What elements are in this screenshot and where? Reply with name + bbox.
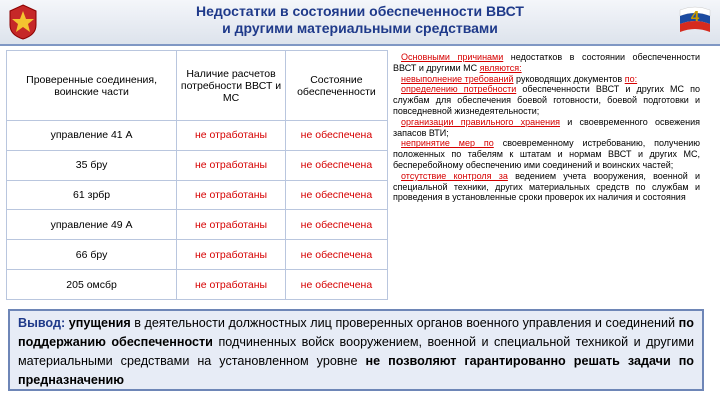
- unit-name: 35 бру: [7, 150, 177, 180]
- page-number: 4: [690, 8, 700, 25]
- unit-name: 66 бру: [7, 240, 177, 270]
- table-row: [7, 210, 388, 240]
- inspection-table: [6, 50, 388, 300]
- header-calculations: Наличие расчетов потребности ВВСТ и МС: [177, 51, 286, 121]
- conclusion-part-4: подчиненных войск вооружением, военной и специальной техникой и другими материальными средствами на установленном уровне: [18, 335, 695, 368]
- table-row: [7, 121, 388, 151]
- conclusion-part-2: в деятельности должностных лиц проверенных органов военного управления и соединений: [134, 316, 679, 330]
- cause-text: руководящих документов: [513, 73, 625, 84]
- page-title: [60, 3, 660, 37]
- cause-text: и своевременного освежения запасов ВТИ;: [393, 116, 701, 138]
- provision-status: не обеспечена: [285, 210, 387, 240]
- military-emblem-icon: [6, 3, 40, 41]
- table-row: [7, 270, 388, 300]
- calc-status: не отработаны: [177, 150, 286, 180]
- unit-name: 61 зрбр: [7, 180, 177, 210]
- calc-status: не отработаны: [177, 121, 286, 151]
- causes-intro-red2: являются:: [479, 62, 522, 73]
- unit-name: управление 49 А: [7, 210, 177, 240]
- calc-status: не отработаны: [177, 270, 286, 300]
- header-status: Состояние обеспеченности: [285, 51, 387, 121]
- cause-red: определению потребности: [401, 84, 517, 95]
- conclusion-part-5: не позволяют гарантированно решать задачи по предназначению: [18, 354, 694, 387]
- causes-text: [393, 52, 700, 292]
- table-row: [7, 180, 388, 210]
- causes-intro-text: недостатков в состоянии обеспеченности ВВСТ и другими МС: [393, 52, 700, 73]
- cause-item: [393, 117, 700, 139]
- cause-text: ведением учета вооружения, военной и специальной техники, других материальных средств по службам и проведения в установленные сроки проверок их наличия и состояния: [393, 170, 700, 203]
- cause-item: [393, 74, 700, 85]
- conclusion-label: Вывод:: [18, 316, 66, 330]
- provision-status: не обеспечена: [285, 240, 387, 270]
- cause-red2: по:: [624, 73, 638, 84]
- cause-red: невыполнение требований: [401, 73, 514, 84]
- calc-status: не отработаны: [177, 210, 286, 240]
- slide-header: [0, 0, 720, 46]
- title-line-2: и другими материальными средствами: [222, 20, 498, 36]
- provision-status: не обеспечена: [285, 270, 387, 300]
- table-row: [7, 150, 388, 180]
- conclusion-part-3: по поддержанию обеспеченности: [18, 316, 694, 349]
- table-row: [7, 240, 388, 270]
- conclusion-box: [8, 309, 704, 391]
- cause-text: обеспеченности ВВСТ и других МС по службам для обеспечения боевой готовности, боевой подготовки и повседневной жизнедеятельности;: [393, 84, 700, 116]
- provision-status: не обеспечена: [285, 121, 387, 151]
- cause-red: организации правильного хранения: [401, 116, 561, 127]
- table-header-row: [7, 51, 388, 121]
- provision-status: не обеспечена: [285, 180, 387, 210]
- cause-item: [393, 138, 700, 170]
- causes-intro-red: Основными причинами: [401, 52, 504, 62]
- calc-status: не отработаны: [177, 240, 286, 270]
- cause-item: [393, 84, 700, 116]
- cause-red: непринятие мер по: [401, 138, 494, 149]
- cause-item: [393, 171, 700, 203]
- cause-red: отсутствие контроля за: [401, 170, 508, 181]
- provision-status: не обеспечена: [285, 150, 387, 180]
- calc-status: не отработаны: [177, 180, 286, 210]
- cause-text: своевременному истребованию, получению положенных по табелям к штатам и нормам ВВСТ и других МС, бесперебойному обеспечению ими соединений и воинских частей;: [393, 138, 700, 170]
- unit-name: управление 41 А: [7, 121, 177, 151]
- unit-name: 205 омсбр: [7, 270, 177, 300]
- causes-intro: [393, 52, 700, 74]
- header-units: Проверенные соединения, воинские части: [7, 51, 177, 121]
- conclusion-part-1: упущения: [65, 316, 135, 330]
- title-line-1: Недостатки в состоянии обеспеченности ВВСТ: [196, 3, 524, 19]
